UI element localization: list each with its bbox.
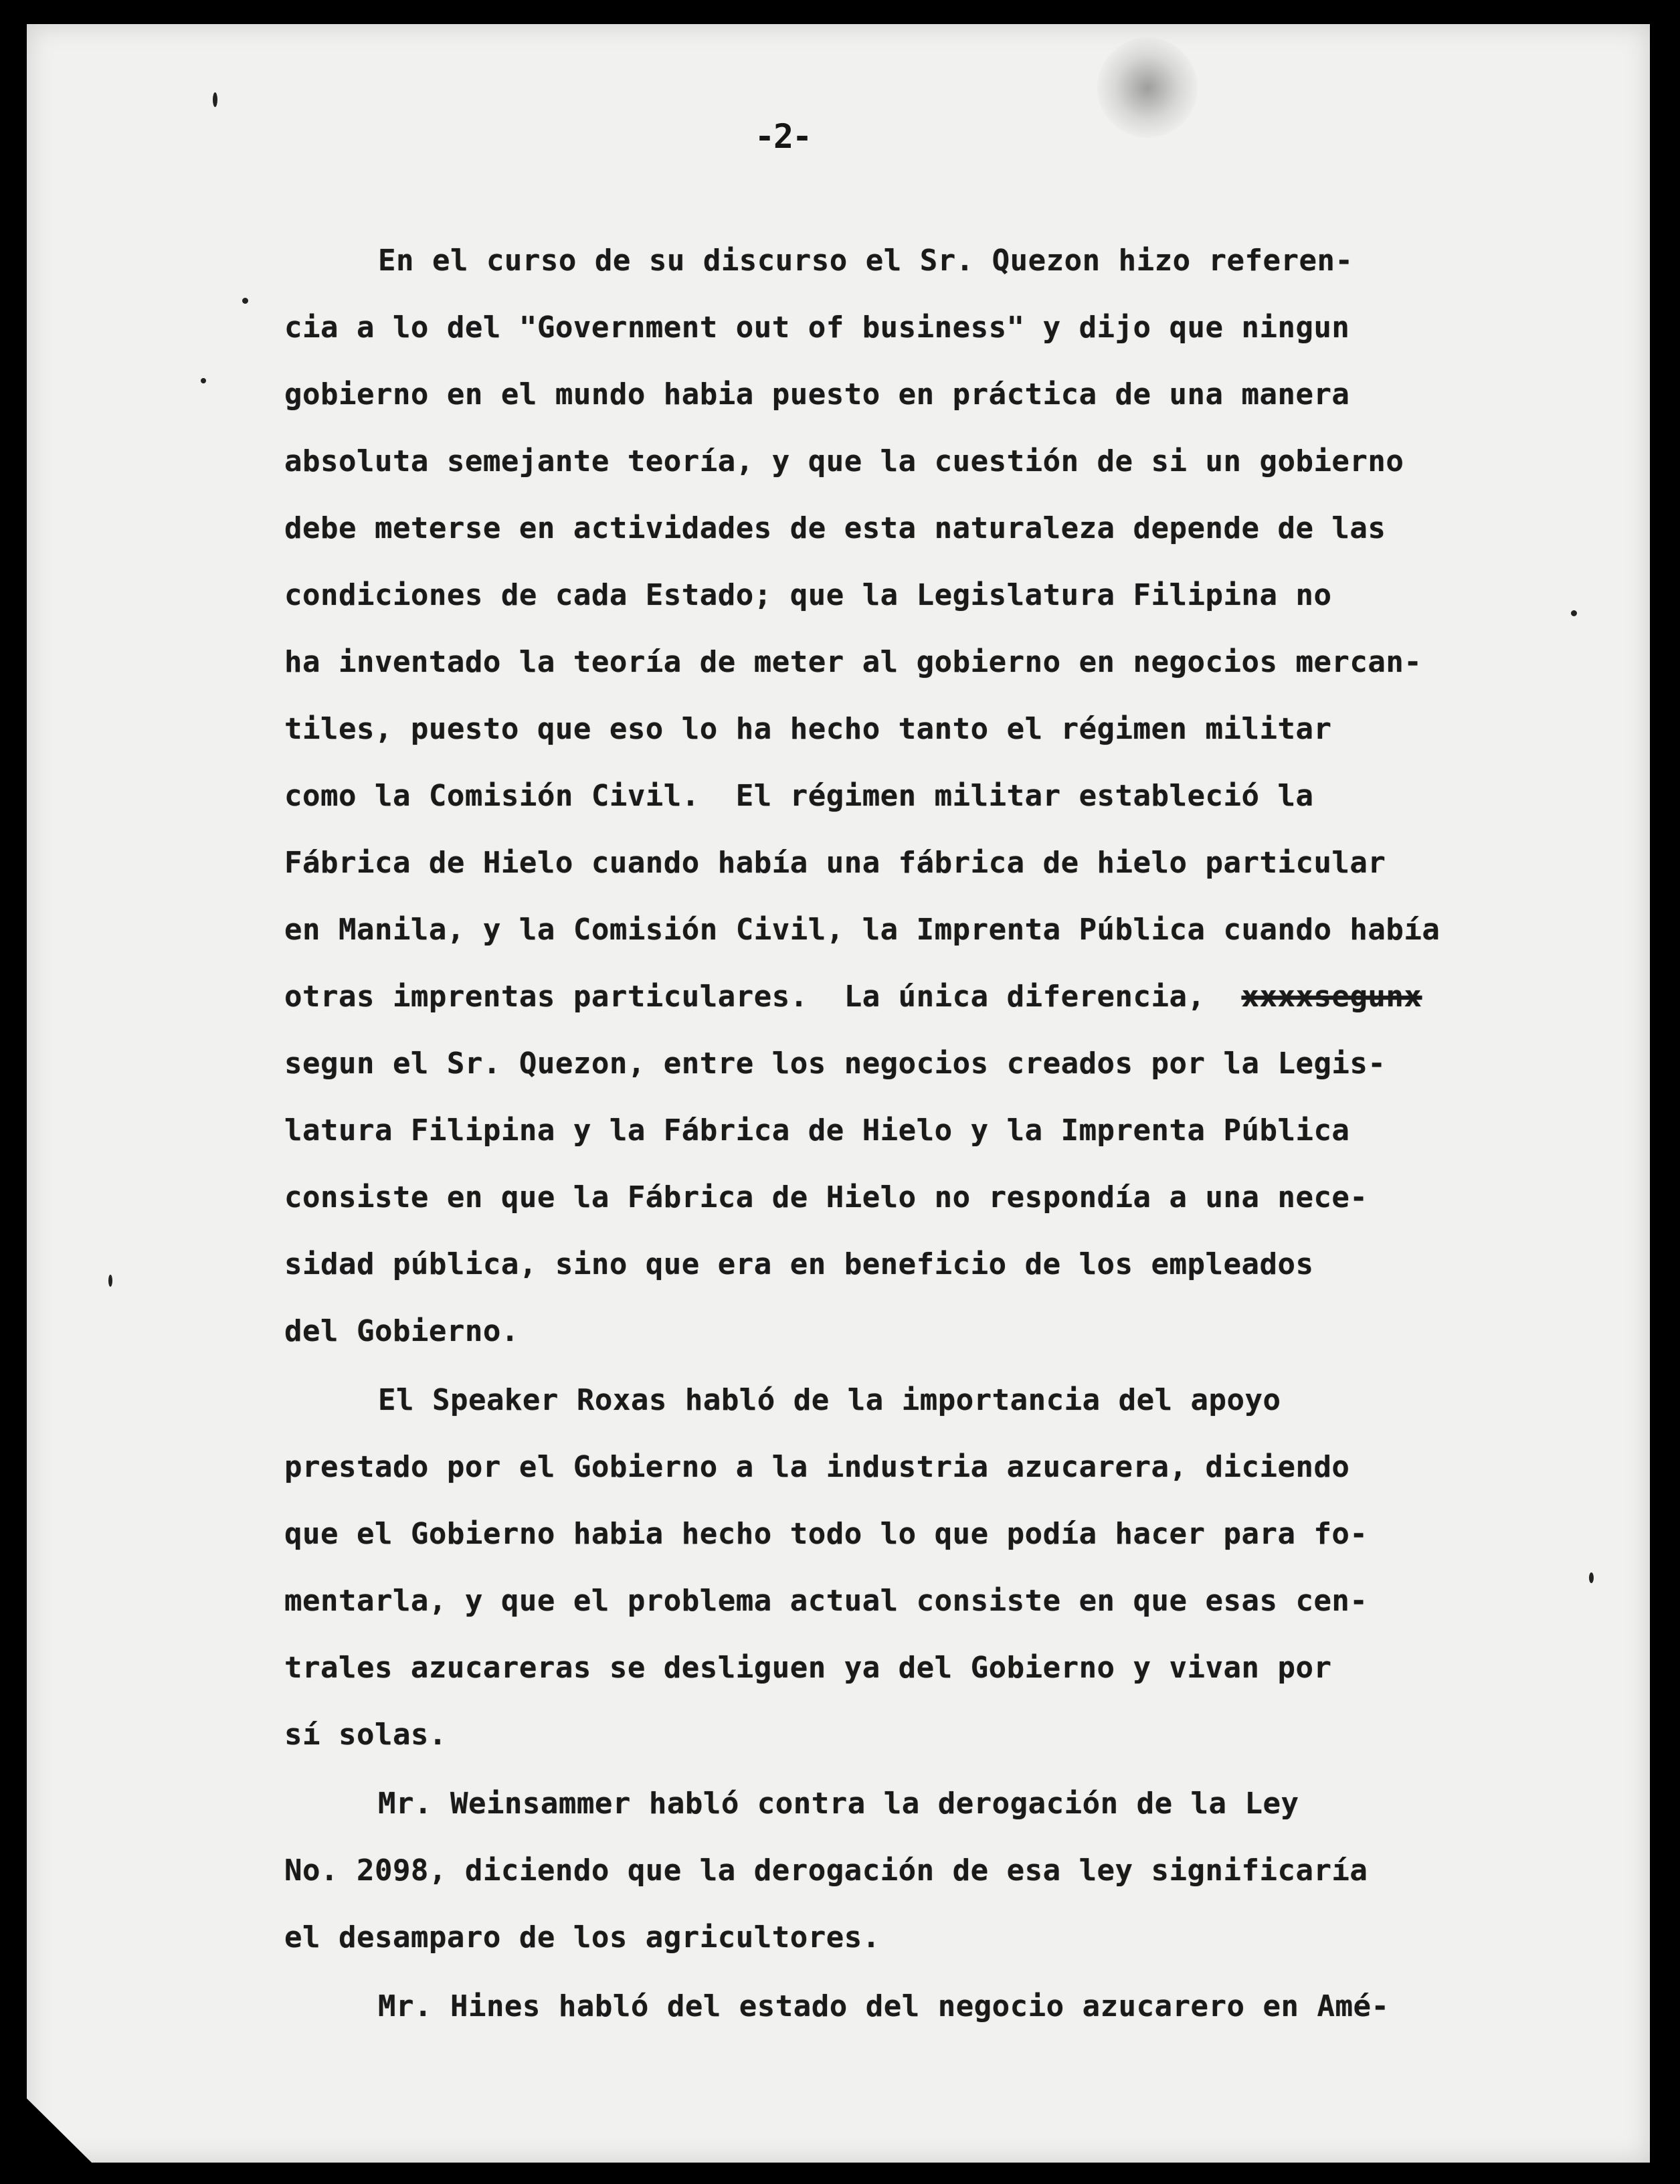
text-line: del Gobierno.: [284, 1314, 519, 1348]
text-line: tiles, puesto que eso lo ha hecho tanto el régimen militar: [284, 712, 1332, 746]
text-line: trales azucareras se desliguen ya del Gobierno y vivan por: [284, 1651, 1332, 1685]
document-body: [284, 227, 1596, 2040]
text-line: En el curso de su discurso el Sr. Quezon hizo referen-: [378, 244, 1354, 278]
ink-smudge: [1097, 37, 1198, 138]
text-line: gobierno en el mundo habia puesto en práctica de una manera: [284, 377, 1350, 412]
struck-out-text: xxxxsegunx: [1241, 980, 1422, 1014]
text-line: sí solas.: [284, 1718, 447, 1752]
text-line: ha inventado la teoría de meter al gobierno en negocios mercan-: [284, 645, 1422, 679]
text-line: latura Filipina y la Fábrica de Hielo y la Imprenta Pública: [284, 1113, 1350, 1148]
text-line: condiciones de cada Estado; que la Legislatura Filipina no: [284, 578, 1332, 612]
text-line: debe meterse en actividades de esta naturaleza depende de las: [284, 511, 1386, 545]
text-line: como la Comisión Civil. El régimen militar estableció la: [284, 779, 1314, 813]
text-line: segun el Sr. Quezon, entre los negocios creados por la Legis-: [284, 1046, 1386, 1081]
text-line: Fábrica de Hielo cuando había una fábrica de hielo particular: [284, 846, 1386, 880]
text-line: consiste en que la Fábrica de Hielo no respondía a una nece-: [284, 1180, 1368, 1214]
text-line: El Speaker Roxas habló de la importancia del apoyo: [378, 1383, 1281, 1417]
text-line-with-strikeout: [284, 964, 1596, 1030]
text-line: cia a lo del "Government out of business" y dijo que ningun: [284, 310, 1350, 345]
text-line: absoluta semejante teoría, y que la cuestión de si un gobierno: [284, 444, 1404, 478]
ink-speck: [213, 92, 217, 107]
ink-speck: [201, 378, 206, 383]
ink-speck: [242, 298, 248, 304]
text-line: que el Gobierno habia hecho todo lo que podía hacer para fo-: [284, 1517, 1368, 1551]
text-line: en Manila, y la Comisión Civil, la Imprenta Pública cuando había: [284, 913, 1440, 947]
text-line: No. 2098, diciendo que la derogación de esa ley significaría: [284, 1853, 1368, 1888]
text-line: prestado por el Gobierno a la industria azucarera, diciendo: [284, 1450, 1350, 1484]
text-line: sidad pública, sino que era en beneficio de los empleados: [284, 1247, 1314, 1281]
ink-speck: [108, 1275, 112, 1287]
text-line: Mr. Weinsammer habló contra la derogación de la Ley: [378, 1787, 1299, 1821]
text-segment: otras imprentas particulares. La única diferencia,: [284, 980, 1206, 1014]
text-line: mentarla, y que el problema actual consiste en que esas cen-: [284, 1584, 1368, 1618]
text-line: el desamparo de los agricultores.: [284, 1920, 880, 1954]
page-number: -2-: [754, 117, 812, 156]
text-line: Mr. Hines habló del estado del negocio azucarero en Amé-: [378, 1989, 1390, 2023]
